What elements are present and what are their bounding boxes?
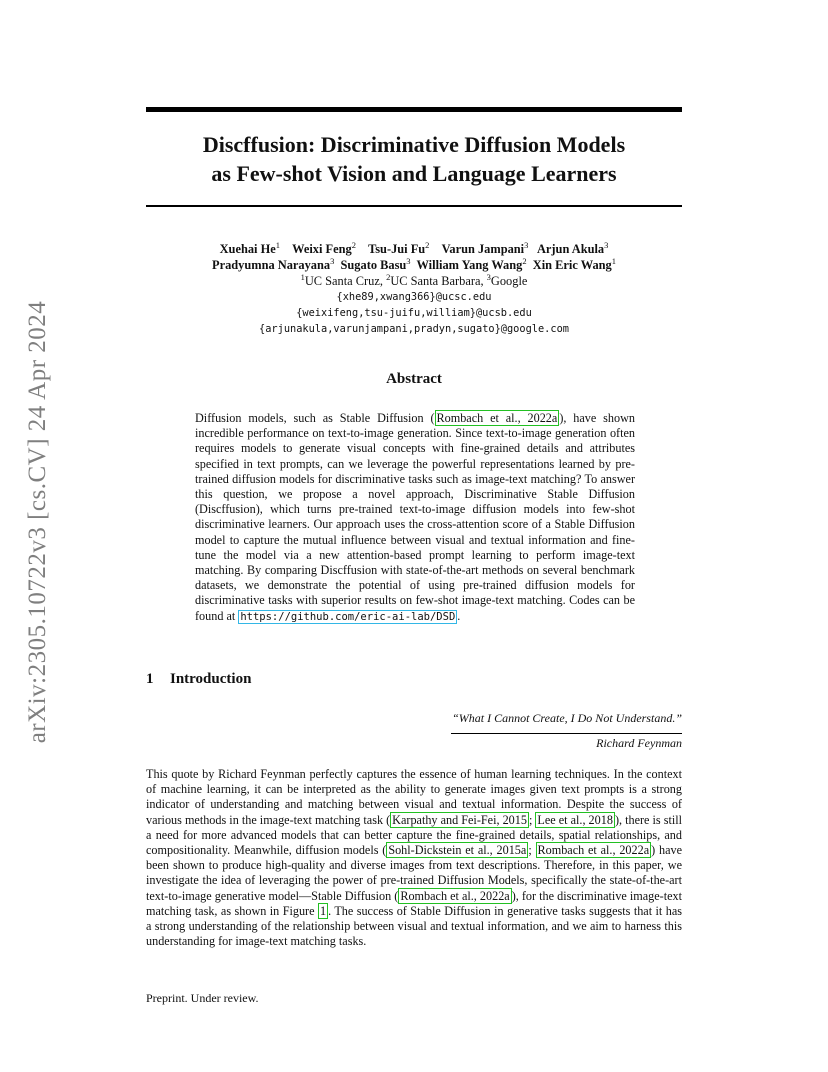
abstract-text: Diffusion models, such as Stable Diffusion ( xyxy=(195,411,435,425)
author-affiliation-mark: 1 xyxy=(275,240,280,250)
affiliation-mark: 3 xyxy=(486,272,491,282)
epigraph-author: Richard Feynman xyxy=(596,736,682,750)
author-name: Sugato Basu xyxy=(340,258,407,272)
author-block xyxy=(146,241,682,337)
author-affiliation-mark: 3 xyxy=(406,256,411,266)
title-top-rule xyxy=(146,107,682,112)
affiliations xyxy=(146,273,682,289)
email-ucsc: {xhe89,xwang366}@ucsc.edu xyxy=(336,291,492,303)
affiliation-mark: 2 xyxy=(386,272,391,282)
author-affiliation-mark: 3 xyxy=(330,256,335,266)
author-name: Weixi Feng xyxy=(292,242,352,256)
author-name: Arjun Akula xyxy=(536,242,605,256)
author-name: Varun Jampani xyxy=(441,242,525,256)
citation-link[interactable]: Karpathy and Fei-Fei, 2015 xyxy=(392,812,527,827)
intro-text: ; xyxy=(528,812,536,827)
abstract-text: ), have shown incredible performance on text-to-image generation. Since text-to-image generation often requires models to generate visual concepts with fine-grained details and attributes specified in text prompts, can we leverage the powerful representations learned by pre-trained diffusion models for discriminative tasks such as image-text matching? To answer this question, we propose a novel approach, Discriminative Stable Diffusion (Discffusion), which turns pre-trained text-to-image diffusion models into few-shot discriminative learners. Our approach uses the cross-attention score of a Stable Diffusion model to capture the mutual influence between visual and textual information and fine-tune the model via a new attention-based prompt learning to perform image-text matching. By comparing Discffusion with state-of-the-art methods on several benchmark datasets, we demonstrate the potential of using pre-trained diffusion models for discriminative tasks with superior results on few-shot image-text matching. Codes can be found at xyxy=(195,411,635,623)
abstract-text: . xyxy=(457,608,461,623)
author-names-line-1 xyxy=(146,241,682,257)
title-bottom-rule xyxy=(146,205,682,207)
email-ucsb: {weixifeng,tsu-juifu,william}@ucsb.edu xyxy=(296,307,532,319)
intro-text: This quote by Richard Feynman perfectly captures the essence of human learning techniques. In the context of machine learning, it can be interpreted as the ability to generate images given text prompts is a strong indicator of understanding and matching between visual and textual information. Despite the success of various methods in the image-text matching task ( xyxy=(146,767,682,827)
citation-link[interactable]: Sohl-Dickstein et al., 2015a xyxy=(388,843,527,858)
footer-note: Preprint. Under review. xyxy=(146,991,259,1005)
section-heading-introduction xyxy=(146,671,251,688)
affiliation-mark: 1 xyxy=(300,272,305,282)
intro-text: . The success of Stable Diffusion in generative tasks suggests that it has a strong understanding of the relationship between visual and textual information, and we aim to harness this understanding for image-text matching tasks. xyxy=(146,903,683,949)
abstract-body xyxy=(195,411,635,625)
citation-link[interactable]: Rombach et al., 2022a xyxy=(436,411,558,425)
arxiv-identifier: arXiv:2305.10722v3 [cs.CV] 24 Apr 2024 xyxy=(24,300,51,744)
figure-ref-link[interactable]: 1 xyxy=(319,903,327,918)
intro-text: ), there is still a need for more advanced models that can better capture the fine-grained details, spatial relationships, and compositionality. Meanwhile, diffusion models ( xyxy=(146,812,683,858)
author-affiliation-mark: 3 xyxy=(604,240,609,250)
affiliation-ucsc: UC Santa Cruz, xyxy=(304,274,387,288)
title-line-2: as Few-shot Vision and Language Learners xyxy=(211,161,617,186)
epigraph-quote: “What I Cannot Create, I Do Not Understand.” xyxy=(452,711,682,725)
author-name: Xin Eric Wang xyxy=(532,258,612,272)
author-affiliation-mark: 2 xyxy=(425,240,430,250)
author-name: Tsu-Jui Fu xyxy=(368,242,426,256)
author-name: Xuehai He xyxy=(219,242,276,256)
epigraph-rule xyxy=(451,733,682,734)
email-google: {arjunakula,varunjampani,pradyn,sugato}@google.com xyxy=(259,323,569,335)
citation-link[interactable]: Lee et al., 2018 xyxy=(537,812,613,827)
author-affiliation-mark: 1 xyxy=(611,256,616,266)
author-name: Pradyumna Narayana xyxy=(212,258,331,272)
intro-text: ), for the discriminative image-text matching task, as shown in Figure xyxy=(146,888,682,918)
section-title: Introduction xyxy=(170,671,252,687)
section-number: 1 xyxy=(146,671,154,687)
citation-link[interactable]: Rombach et al., 2022a xyxy=(400,888,510,903)
author-affiliation-mark: 2 xyxy=(351,240,356,250)
author-affiliation-mark: 2 xyxy=(522,256,527,266)
intro-text: ) have been shown to produce high-quality and diverse images from text descriptions. Therefore, in this paper, we investigate the idea of leveraging the power of pre-trained Diffusion Models, specifically the state-of-the-art text-to-image generative model—Stable Diffusion ( xyxy=(146,843,682,903)
code-url-link[interactable]: https://github.com/eric-ai-lab/DSD xyxy=(240,610,456,623)
affiliation-google: Google xyxy=(490,274,528,288)
paper-title xyxy=(146,130,682,188)
abstract-heading: Abstract xyxy=(386,371,442,387)
author-names-line-2 xyxy=(146,257,682,273)
introduction-paragraph xyxy=(146,767,682,949)
title-line-1: Discffusion: Discriminative Diffusion Models xyxy=(202,132,626,157)
affiliation-ucsb: UC Santa Barbara, xyxy=(390,274,487,288)
author-name: William Yang Wang xyxy=(416,258,523,272)
author-affiliation-mark: 3 xyxy=(524,240,529,250)
intro-text: ; xyxy=(528,843,536,858)
citation-link[interactable]: Rombach et al., 2022a xyxy=(537,843,650,858)
